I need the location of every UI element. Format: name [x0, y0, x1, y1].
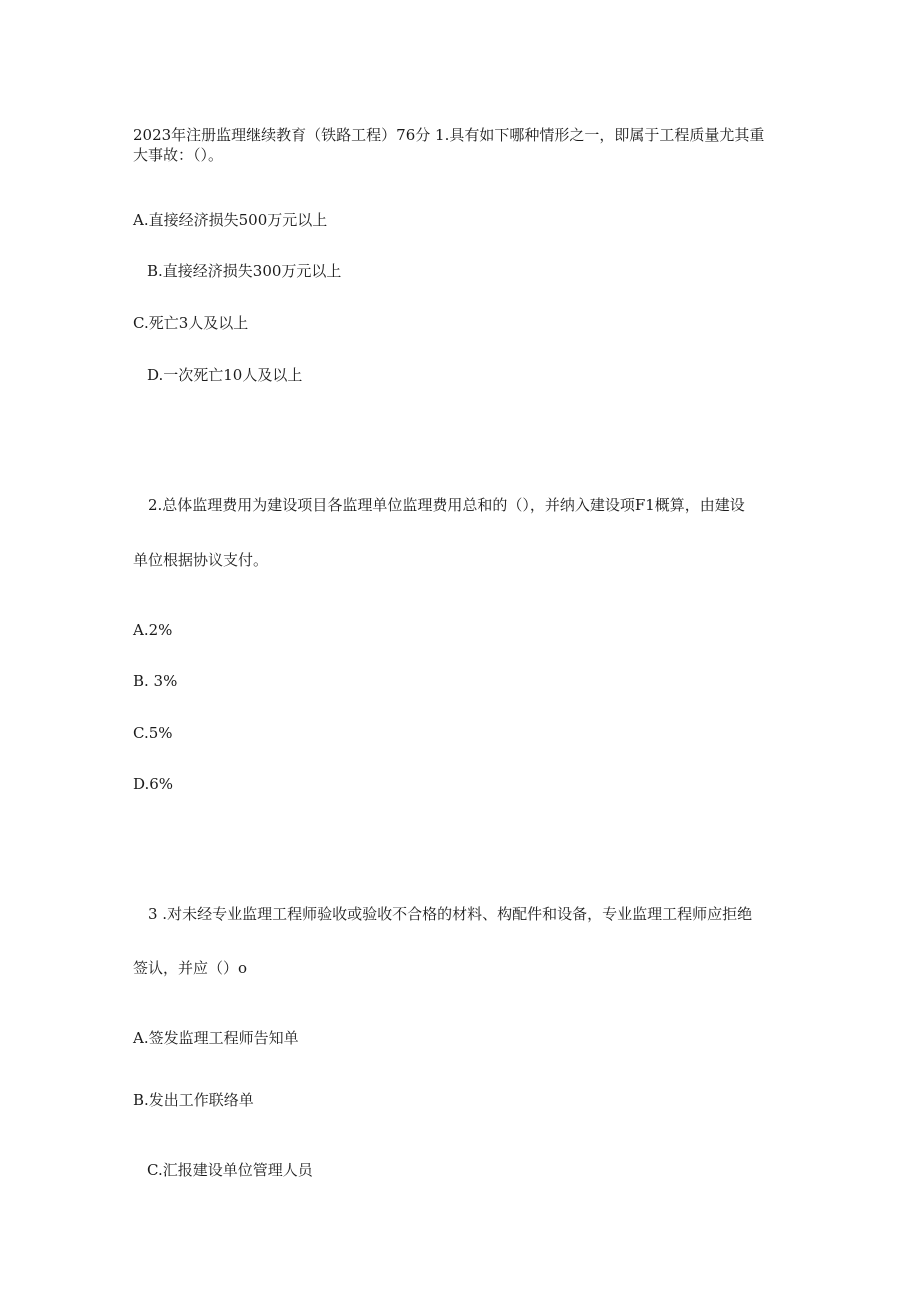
question-1-stem-line-2: 大事故：（）。 — [133, 146, 224, 164]
question-3-option-b: B.发出工作联络单 — [133, 1091, 254, 1109]
question-2-stem-line-2: 单位根据协议支付。 — [133, 551, 269, 569]
question-2-option-b: B. 3% — [133, 672, 178, 690]
question-2-option-a: A.2% — [133, 621, 173, 639]
question-2-option-c: C.5% — [133, 724, 173, 742]
question-1-stem-line-1: 2023年注册监理继续教育（铁路工程）76分 1.具有如下哪种情形之一，即属于工程质量尤其重 — [133, 126, 765, 144]
question-1-option-b: B.直接经济损失300万元以上 — [147, 262, 342, 280]
question-3-stem-line-2: 签认，并应（）o — [133, 959, 248, 977]
question-3-option-c: C.汇报建设单位管理人员 — [147, 1161, 313, 1179]
question-1-option-a: A.直接经济损失500万元以上 — [133, 211, 328, 229]
question-3-option-a: A.签发监理工程师告知单 — [133, 1029, 299, 1047]
question-1-option-c: C.死亡3人及以上 — [133, 314, 249, 332]
question-1-option-d: D.一次死亡10人及以上 — [147, 366, 303, 384]
question-2-option-d: D.6% — [133, 775, 174, 793]
question-2-stem-line-1: 2.总体监理费用为建设项目各监理单位监理费用总和的（），并纳入建设项F1概算，由建设 — [148, 496, 745, 514]
question-3-stem-line-1: 3 .对未经专业监理工程师验收或验收不合格的材料、构配件和设备，专业监理工程师应拒绝 — [148, 905, 753, 923]
